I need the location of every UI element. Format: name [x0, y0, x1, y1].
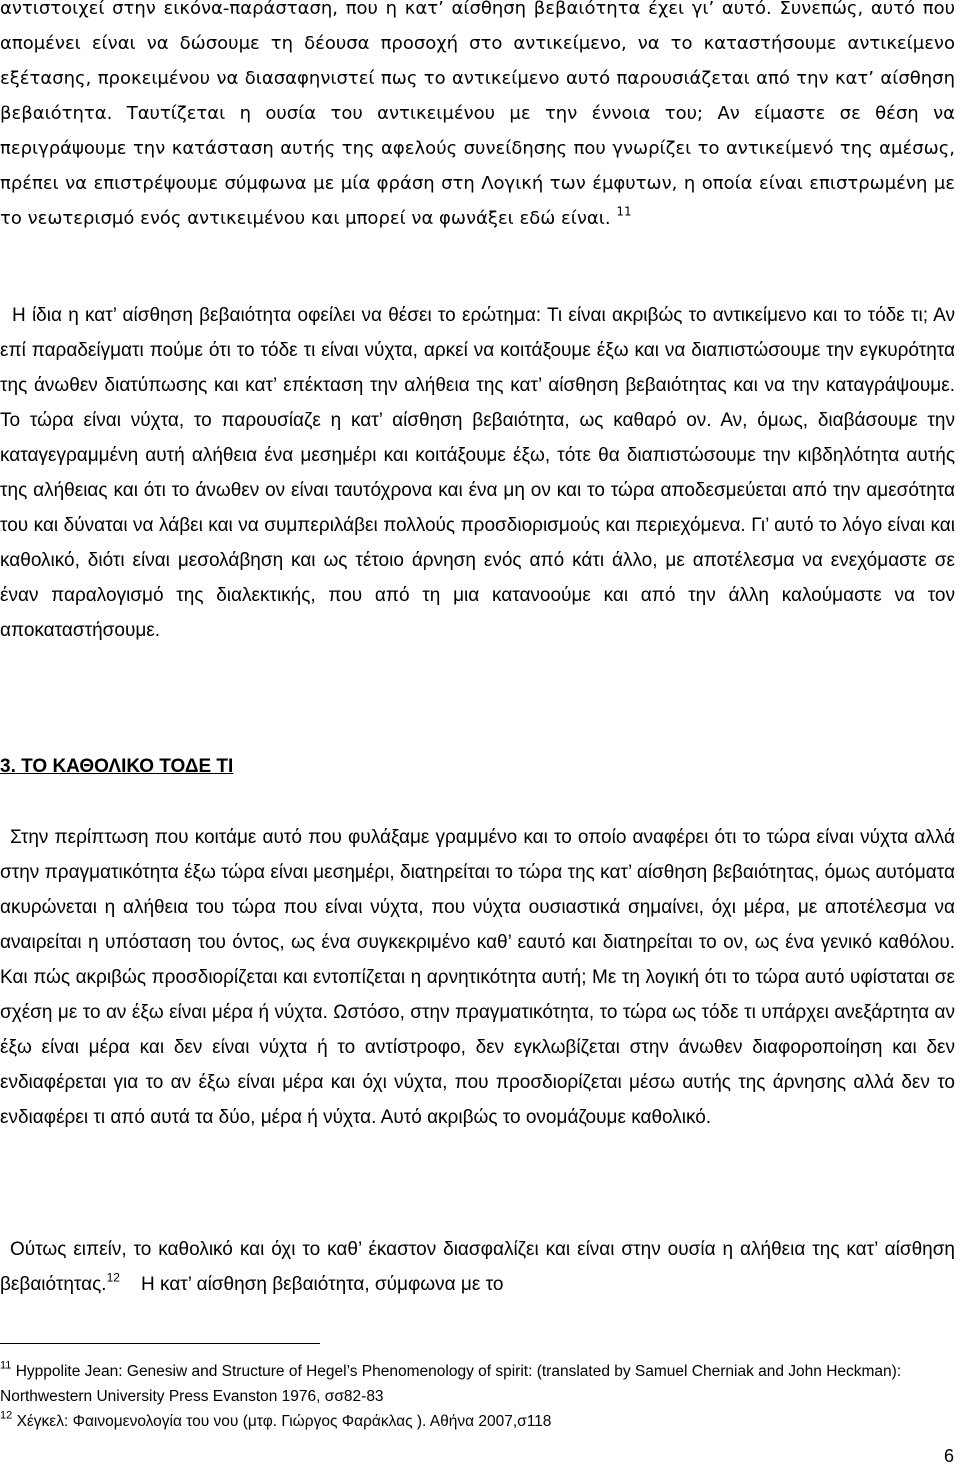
- footnote-ref-12[interactable]: 12: [106, 1270, 120, 1285]
- page-number: 6: [943, 1446, 954, 1466]
- section-heading: 3. ΤΟ ΚΑΘΟΛΙΚΟ ΤΟΔΕ ΤΙ: [0, 756, 234, 777]
- paragraph-1-text: αντιστοιχεί στην εικόνα-παράσταση, που η κατ’ αίσθηση βεβαιότητα έχει γι’ αυτό. Συνεπώς, αυτό που απομένει είναι να δώσουμε τη δέουσα προσοχή στο αντικείμενο, να το καταστήσουμε αντικείμενο εξέτασης, προκειμένου να διασαφηνιστεί πως το αντικείμενο αυτό παρουσιάζεται από την κατ’ αίσθηση βεβαιότητα. Ταυτίζεται η ουσία του αντικειμένου με την έννοια του; Αν είμαστε σε θέση να περιγράψουμε την κατάσταση αυτής της αφελούς συνείδησης που γνωρίζει το αντικείμενό της αμέσως, πρέπει να επιστρέψουμε σύμφωνα με μία φράση στη Λογική των έμφυτων, η οποία είναι επιστρωμένη με το νεωτερισμό ενός αντικειμένου και μπορεί να φωνάξει εδώ είναι.: [0, 0, 955, 229]
- paragraph-3: Στην περίπτωση που κοιτάμε αυτό που φυλάξαμε γραμμένο και το οποίο αναφέρει ότι το τώρα είναι νύχτα αλλά στην πραγματικότητα έξω τώρα είναι μεσημέρι, διατηρείται το τώρα της κατ’ αίσθηση βεβαιότητας, όμως αυτόματα ακυρώνεται η αλήθεια του τώρα που είναι νύχτα, που νύχτα ουσιαστικά σημαίνει, όχι μέρα, με αποτέλεσμα να αναιρείται η υπόσταση του όντος, ως ένα συγκεκριμένο καθ’ εαυτό και διατηρείται το ον, ως ένα γενικό καθόλου. Και πώς ακριβώς προσδιορίζεται και εντοπίζεται η αρνητικότητα αυτή; Με τη λογική ότι το τώρα αυτό υφίσταται σε σχέση με το αν έξω είναι μέρα ή νύχτα. Ωστόσο, στην πραγματικότητα, το τώρα ως τόδε τι υπάρχει ανεξάρτητα αν έξω είναι μέρα και δεν είναι νύχτα ή το αντίστροφο, δεν εγκλωβίζεται στην άνωθεν διαφοροποίηση και δεν ενδιαφέρεται για το αν έξω είναι μέρα και όχι νύχτα, που προσδιορίζεται μέσω αυτής της άρνησης αλλά δεν το ενδιαφέρει τι από αυτά τα δύο, μέρα ή νύχτα. Αυτό ακριβώς το ονομάζουμε καθολικό.: [0, 827, 955, 1128]
- paragraph-1: [0, 0, 955, 236]
- paragraph-2: Η ίδια η κατ’ αίσθηση βεβαιότητα οφείλει να θέσει το ερώτημα: Τι είναι ακριβώς το αντικείμενο και το τόδε τι; Αν επί παραδείγματι πούμε ότι το τόδε τι είναι νύχτα, αρκεί να κοιτάξουμε έξω και να διαπιστώσουμε την εγκυρότητα της άνωθεν διατύπωσης και κατ’ επέκταση την αλήθεια της κατ’ αίσθηση βεβαιότητας και να την καταγράψουμε. Το τώρα είναι νύχτα, το παρουσίαζε η κατ’ αίσθηση βεβαιότητα, ως καθαρό ον. Αν, όμως, διαβάσουμε την καταγεγραμμένη αυτή αλήθεια ένα μεσημέρι και κοιτάξουμε έξω, τότε θα διαπιστώσουμε την κιβδηλότητα αυτής της αλήθειας και ότι το άνωθεν ον είναι ταυτόχρονα και ένα μη ον και το τώρα αποδεσμεύεται από την αμεσότητα του και δύναται να λάβει και να συμπεριλάβει πολλούς προσδιορισμούς και περιεχόμενα. Γι’ αυτό το λόγο είναι και καθολικό, διότι είναι μεσολάβηση και ως τέτοιο άρνηση ενός από κάτι άλλο, με αποτέλεσμα να ενεχόμαστε σε έναν παραλογισμό της διαλεκτικής, που από τη μια κατανοούμε και από την άλλη καλούμαστε να τον αποκαταστήσουμε.: [0, 305, 955, 641]
- footnote-number: 12: [0, 1409, 13, 1422]
- paragraph-4: [0, 1232, 955, 1302]
- footnote-text: Χέγκελ: Φαινομενολογία του νου (μτφ. Γιώργος Φαράκλας ). Αθήνα 2007,σ118: [16, 1413, 552, 1430]
- paragraph-4-tail: Η κατ’ αίσθηση βεβαιότητα, σύμφωνα με το: [141, 1274, 504, 1295]
- footnote-12: [0, 1409, 955, 1434]
- footnote-11: [0, 1359, 955, 1409]
- footnote-ref-11[interactable]: 11: [616, 204, 632, 219]
- footnote-separator: [0, 1343, 320, 1344]
- footnote-text: Hyppolite Jean: Genesiw and Structure of Hegel’s Phenomenology of spirit: (translated by Samuel Cherniak and John Heckman): Northwestern University Press Evanston 1976, σσ82-83: [0, 1363, 902, 1405]
- paragraph-4-text: Ούτως ειπείν, το καθολικό και όχι το καθ’ έκαστον διασφαλίζει και είναι στην ουσία η αλήθεια της κατ’ αίσθηση βεβαιότητας.: [0, 1239, 955, 1295]
- footnote-number: 11: [0, 1359, 12, 1372]
